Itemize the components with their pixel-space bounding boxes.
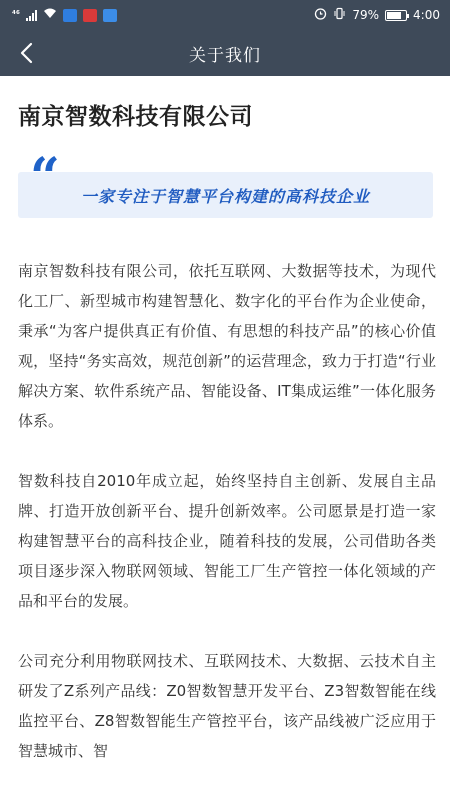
- status-bar-left: [12, 8, 117, 22]
- description-paragraph: 智数科技自2010年成立起，始终坚持自主创新、发展自主品牌、打造开放创新平台、提升创新效率。公司愿景是打造一家构建智慧平台的高科技企业，随着科技的发展，公司借助各类项目逐步深入物联网领域、智能工厂生产管控一体化领域的产品和平台的发展。: [18, 472, 436, 610]
- quote-mark-icon: “: [30, 147, 60, 208]
- page-title: 关于我们: [189, 45, 261, 66]
- back-button[interactable]: [8, 36, 44, 70]
- battery-percent: 79%: [352, 8, 380, 22]
- battery-icon: [385, 10, 407, 21]
- app-notification-icon: [83, 9, 97, 22]
- alarm-icon: [314, 7, 327, 23]
- chevron-left-icon: [19, 42, 33, 64]
- clock: 4:00: [413, 8, 440, 22]
- company-name: 南京智数科技有限公司: [18, 104, 253, 130]
- description-paragraph: 南京智数科技有限公司，依托互联网、大数据等技术，为现代化工厂、新型城市构建智慧化、数字化的平台作为企业使命，秉承“为客户提供真正有价值、有思想的科技产品”的核心价值观，坚持“务实高效，规范创新”的运营理念，致力于打造“行业解决方案、软件系统产品、智能设备、IT集成运维”一体化服务体系。: [18, 262, 436, 430]
- app-notification-icon-2: [103, 9, 117, 22]
- status-bar-right: [314, 7, 440, 23]
- description-paragraph: 公司充分利用物联网技术、互联网技术、大数据、云技术自主研发了Z系列产品线：Z0智数智慧开发平台、Z3智数智能在线监控平台、Z8智数智能生产管控平台，该产品线被广泛应用于智慧城市、智: [18, 652, 436, 760]
- wifi-icon: [43, 8, 57, 22]
- shield-app-icon: [63, 9, 77, 22]
- slogan-banner: [18, 147, 433, 218]
- company-description: [18, 256, 436, 796]
- status-bar: [0, 0, 450, 30]
- vibrate-icon: [333, 7, 346, 23]
- header-bar: [0, 30, 450, 76]
- battery-level-fill: [387, 12, 401, 19]
- network-type-label: ⁴⁶: [12, 10, 20, 20]
- slogan-text: 一家专注于智慧平台构建的高科技企业: [80, 186, 370, 206]
- signal-icon: [26, 10, 37, 21]
